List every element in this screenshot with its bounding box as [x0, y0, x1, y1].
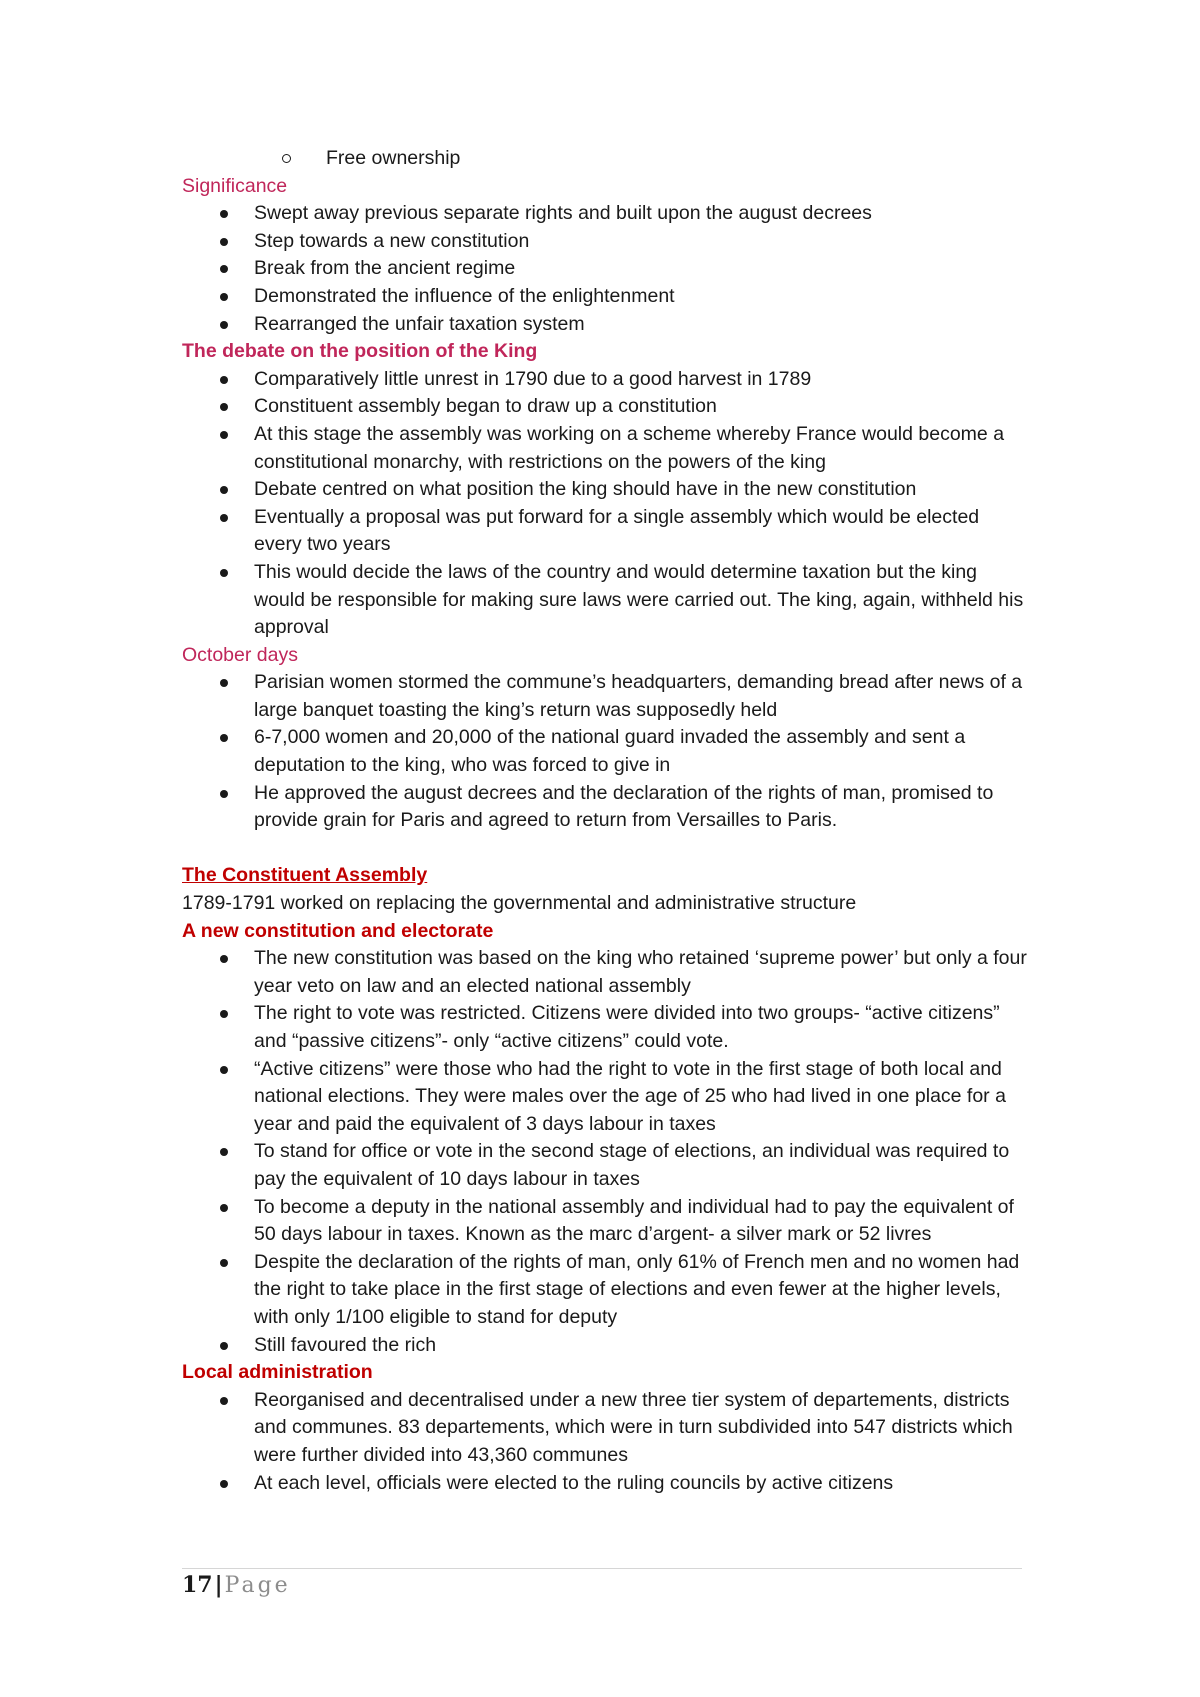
page-label: Page	[224, 1573, 291, 1598]
heading-debate-king: The debate on the position of the King	[182, 340, 538, 363]
page-content	[182, 145, 1032, 1497]
list-october-days	[182, 669, 1032, 835]
list-local-administration	[182, 1387, 1032, 1497]
paragraph-constituent-intro: 1789-1791 worked on replacing the governmental and administrative structure	[182, 892, 857, 915]
list-item: Comparatively little unrest in 1790 due to a good harvest in 1789	[182, 366, 1032, 394]
list-item: At this stage the assembly was working on a scheme whereby France would become a constitutional monarchy, with restrictions on the powers of the king	[182, 421, 1032, 476]
sub-list	[182, 145, 1032, 173]
list-item: This would decide the laws of the country and would determine taxation but the king would be responsible for making sure laws were carried out. The king, again, withheld his approval	[182, 559, 1032, 642]
list-item: Step towards a new constitution	[182, 228, 1032, 256]
list-item: Rearranged the unfair taxation system	[182, 311, 1032, 339]
list-item: Debate centred on what position the king should have in the new constitution	[182, 476, 1032, 504]
list-item: 6-7,000 women and 20,000 of the national guard invaded the assembly and sent a deputation to the king, who was forced to give in	[182, 724, 1032, 779]
list-significance	[182, 200, 1032, 338]
page-footer	[182, 1572, 291, 1600]
list-item: The new constitution was based on the king who retained ‘supreme power’ but only a four year veto on law and an elected national assembly	[182, 945, 1032, 1000]
heading-significance: Significance	[182, 174, 288, 197]
list-item: Break from the ancient regime	[182, 255, 1032, 283]
list-item: Demonstrated the influence of the enlightenment	[182, 283, 1032, 311]
footer-separator: |	[214, 1572, 223, 1598]
list-item: To stand for office or vote in the second stage of elections, an individual was required to pay the equivalent of 10 days labour in taxes	[182, 1138, 1032, 1193]
list-item: Eventually a proposal was put forward for a single assembly which would be elected every two years	[182, 504, 1032, 559]
blank-line	[182, 835, 1032, 863]
heading-october-days: October days	[182, 643, 298, 666]
heading-constituent-assembly: The Constituent Assembly	[182, 864, 428, 887]
list-item: Still favoured the rich	[182, 1332, 1032, 1360]
list-item: At each level, officials were elected to the ruling councils by active citizens	[182, 1470, 1032, 1498]
page-number: 17	[182, 1572, 213, 1598]
list-item: Constituent assembly began to draw up a constitution	[182, 393, 1032, 421]
list-item: “Active citizens” were those who had the right to vote in the first stage of both local and national elections. They were males over the age of 25 who had lived in one place for a year and paid the equivalent of 3 days labour in taxes	[182, 1056, 1032, 1139]
list-item: Reorganised and decentralised under a new three tier system of departements, districts and communes. 83 departements, which were in turn subdivided into 547 districts which were further divided into 43,360 communes	[182, 1387, 1032, 1470]
list-item: Parisian women stormed the commune’s headquarters, demanding bread after news of a large banquet toasting the king’s return was supposedly held	[182, 669, 1032, 724]
list-item: To become a deputy in the national assembly and individual had to pay the equivalent of 50 days labour in taxes. Known as the marc d’argent- a silver mark or 52 livres	[182, 1194, 1032, 1249]
list-constitution-electorate	[182, 945, 1032, 1359]
heading-constitution-electorate: A new constitution and electorate	[182, 919, 494, 942]
footer-divider	[182, 1568, 1022, 1569]
list-item: Despite the declaration of the rights of man, only 61% of French men and no women had the right to take place in the first stage of elections and even fewer at the higher levels, with only 1/100 eligible to stand for deputy	[182, 1249, 1032, 1332]
sub-list-item: Free ownership	[182, 145, 1032, 173]
list-debate-king	[182, 366, 1032, 642]
heading-local-administration: Local administration	[182, 1361, 373, 1384]
list-item: Swept away previous separate rights and built upon the august decrees	[182, 200, 1032, 228]
list-item: He approved the august decrees and the declaration of the rights of man, promised to provide grain for Paris and agreed to return from Versailles to Paris.	[182, 780, 1032, 835]
list-item: The right to vote was restricted. Citizens were divided into two groups- “active citizens” and “passive citizens”- only “active citizens” could vote.	[182, 1000, 1032, 1055]
